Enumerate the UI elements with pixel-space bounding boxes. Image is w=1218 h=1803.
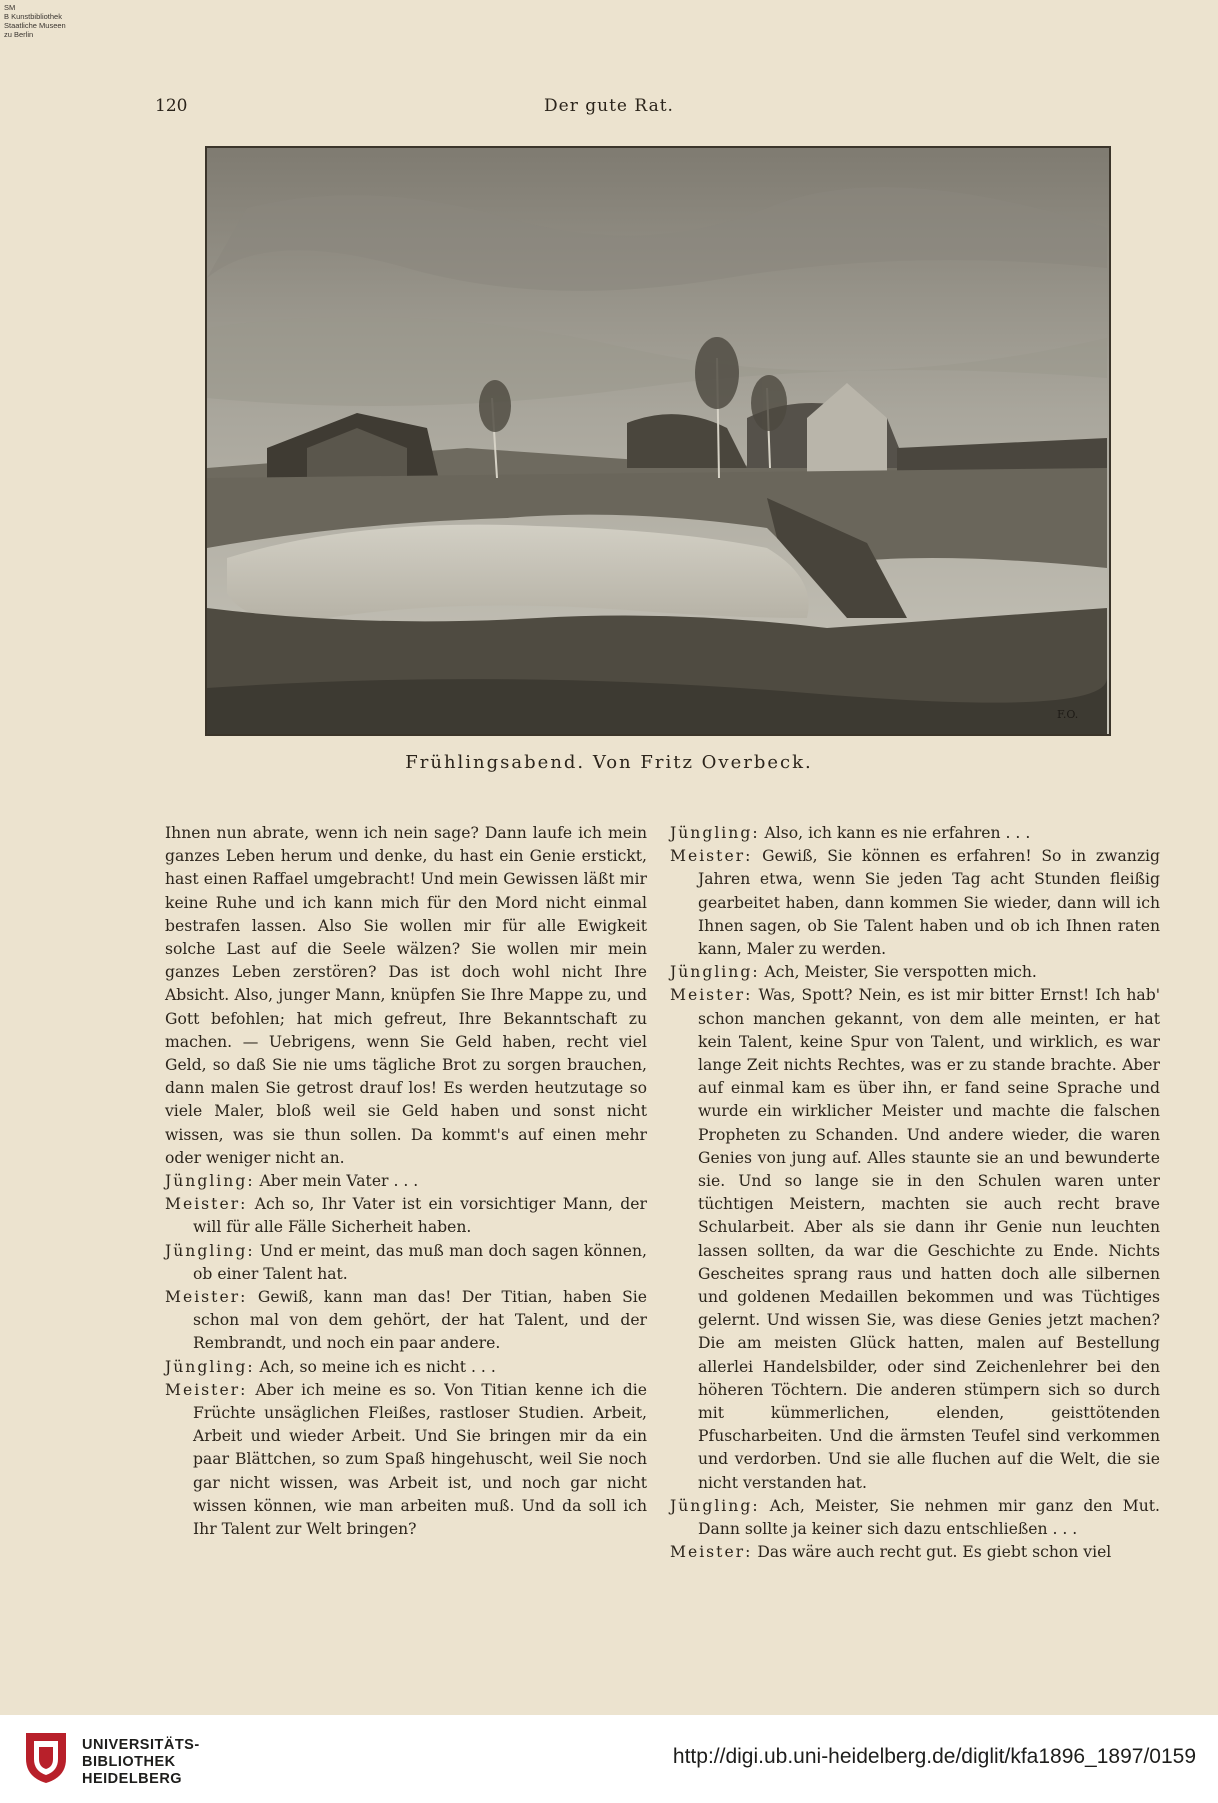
dialogue-text: Das wäre auch recht gut. Es giebt schon viel (757, 1543, 1112, 1562)
running-title: Der gute Rat. (544, 96, 674, 116)
dialogue-text: Ach so, Ihr Vater ist ein vorsichtiger Mann, der will für alle Fälle Sicherheit haben. (193, 1195, 647, 1237)
speaker-name: Meister: (670, 847, 753, 866)
stamp-line: Staatliche Museen (4, 21, 66, 30)
speaker-name: Jüngling: (670, 824, 760, 842)
dialogue-line (670, 822, 1160, 845)
right-column (670, 822, 1160, 1565)
stamp-line: SM (4, 3, 16, 12)
library-line: HEIDELBERG (82, 1771, 183, 1787)
library-line: BIBLIOTHEK (82, 1754, 176, 1770)
university-seal-icon (22, 1729, 70, 1785)
dialogue-text: Also, ich kann es nie erfahren . . . (764, 824, 1031, 842)
speaker-name: Meister: (165, 1288, 248, 1307)
dialogue-text: Und er meint, das muß man doch sagen können, ob einer Talent hat. (193, 1241, 647, 1283)
speaker-name: Meister: (670, 1543, 753, 1562)
dialogue-text: Aber mein Vater . . . (259, 1172, 419, 1191)
speaker-name: Meister: (670, 986, 753, 1005)
library-name (82, 1737, 200, 1788)
library-stamp (4, 3, 94, 39)
page-number: 120 (155, 96, 188, 116)
dialogue-line (670, 845, 1160, 961)
paragraph: Ihnen nun abrate, wenn ich nein sage? Dann laufe ich mein ganzes Leben herum und denke, du hast ein Genie erstickt, hast einen Raffael umgebracht! Und mein Gewissen läßt mir keine Ruhe und ich kann mich für den Mord nicht einmal bestrafen lassen. Also Sie wollen mir für alle Ewigkeit solche Last auf die Seele wälzen? Sie wollen mir mein ganzes Leben zerstören? Das ist doch wohl nicht Ihre Absicht. Also, junger Mann, knüpfen Sie Ihre Mappe zu, und Gott befohlen; hat mich gefreut, Ihre Bekanntschaft zu machen. — Uebrigens, wenn Sie Geld haben, recht viel Geld, so daß Sie nie ums tägliche Brot zu sorgen brauchen, dann malen Sie getrost drauf los! Es werden heutzutage so viele Maler, bloß weil sie Geld haben und sonst nicht wissen, was sie thun sollen. Da kommt's auf einen mehr oder weniger nicht an. (165, 824, 647, 1167)
dialogue-line (165, 1286, 647, 1356)
landscape-painting (207, 148, 1109, 734)
speaker-name: Jüngling: (165, 1241, 255, 1260)
dialogue-line (670, 961, 1160, 984)
speaker-name: Meister: (165, 1380, 248, 1399)
dialogue-line (165, 1379, 647, 1541)
dialogue-line (670, 984, 1160, 1494)
dialogue-text: Ach, Meister, Sie verspotten mich. (764, 963, 1037, 982)
stamp-line: zu Berlin (4, 30, 34, 39)
speaker-name: Meister: (165, 1195, 248, 1214)
dialogue-line (165, 1240, 647, 1286)
library-line: UNIVERSITÄTS- (82, 1737, 200, 1753)
plate-caption: Frühlingsabend. Von Fritz Overbeck. (405, 752, 813, 773)
speaker-name: Jüngling: (670, 963, 760, 982)
speaker-name: Jüngling: (165, 1357, 255, 1376)
dialogue-text: Aber ich meine es so. Von Titian kenne ich die Früchte unsäglichen Fleißes, rastloser Studien. Arbeit, Arbeit und wieder Arbeit. Und Sie bringen mir da ein paar Blättchen, so zum Spaß hingehuscht, weil Sie noch gar nicht wissen, was Arbeit ist, und noch gar nicht wissen können, wie man arbeiten muß. Und da soll ich Ihr Talent zur Welt bringen? (193, 1380, 647, 1539)
dialogue-line (670, 1541, 1160, 1564)
speaker-name: Jüngling: (165, 1172, 255, 1191)
dialogue-text: Gewiß, Sie können es erfahren! So in zwanzig Jahren etwa, wenn Sie jeden Tag acht Stunden fleißig gearbeitet haben, dann kommen Sie wieder, dann will ich Ihnen sagen, ob Sie Talent haben und ob ich Ihnen raten kann, Maler zu werden. (698, 847, 1160, 959)
dialogue-text: Gewiß, kann man das! Der Titian, haben Sie schon mal von dem gehört, der hat Talent, und der Rembrandt, und noch ein paar andere. (193, 1288, 647, 1353)
stamp-line: B Kunstbibliothek (4, 12, 62, 21)
landscape-plate (205, 146, 1111, 736)
speaker-name: Jüngling: (670, 1496, 760, 1515)
permalink[interactable]: http://digi.ub.uni-heidelberg.de/diglit/kfa1896_1897/0159 (672, 1745, 1196, 1768)
dialogue-line (670, 1495, 1160, 1541)
digitization-footer (0, 1715, 1218, 1803)
plate-signature: F.O. (1057, 708, 1079, 721)
dialogue-line (165, 1356, 647, 1379)
dialogue-line (165, 1170, 647, 1193)
dialogue-text: Ach, Meister, Sie nehmen mir ganz den Mut. Dann sollte ja keiner sich dazu entschließen . . . (698, 1496, 1161, 1539)
dialogue-text: Ach, so meine ich es nicht . . . (259, 1357, 496, 1376)
dialogue-line (165, 1193, 647, 1239)
left-column (165, 822, 647, 1541)
dialogue-text: Was, Spott? Nein, es ist mir bitter Ernst! Ich hab' schon manchen gekannt, von dem alle meinten, er hat kein Talent, keine Spur von Talent, und wirklich, es war lange Zeit nichts Rechtes, was er zu stande brachte. Aber auf einmal kam es über ihn, er fand seine Sprache und wurde ein wirklicher Meister und machte die falschen Propheten zu Schanden. Und andere wieder, die waren Genies von jung auf. Alles staunte sie an und bewunderte sie. Und so lange sie in den Schulen waren unter tüchtigen Meistern, machten sie auch recht brave Schularbeit. Aber als sie dann ihr Genie nun leuchten lassen sollten, da war die Geschichte zu Ende. Nichts Gescheites sprang raus und hatten doch alle silbernen und goldenen Medaillen bekommen und was Tüchtiges gelernt. Und wissen Sie, was diese Genies jetzt machen? Die am meisten Glück hatten, malen auf Bestellung allerlei Handelsbilder, oder sind Zeichenlehrer bei den höheren Töchtern. Die anderen stümpern sich so durch mit kümmerlichen, elenden, geisttötenden Pfuscharbeiten. Und die ärmsten Teufel sind verkommen und verdorben. Und sie alle fluchen auf die Welt, die sie nicht verstanden hat. (698, 986, 1160, 1492)
